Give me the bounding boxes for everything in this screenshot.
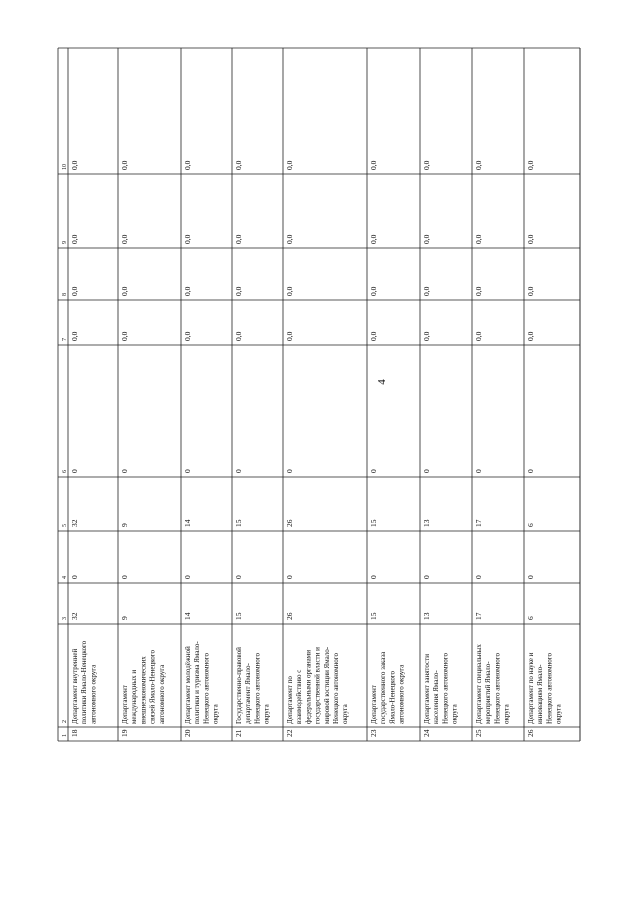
value-cell-c6: 0 [183, 469, 192, 473]
value-cell-c5: 15 [369, 519, 378, 527]
value-cell-c7: 0,0 [70, 331, 79, 341]
department-name: Ненецкого автономного [545, 653, 554, 724]
department-name: Ямало-Ненецкого [388, 670, 397, 724]
header-cell: 6 [62, 470, 68, 473]
value-cell-c5: 9 [120, 523, 129, 527]
value-cell-c9: 0,0 [422, 234, 431, 244]
header-cell: 8 [62, 293, 68, 296]
value-cell-c8: 0,0 [285, 286, 294, 296]
department-name: Департамент [121, 685, 129, 724]
department-name: Департамент по [286, 676, 294, 724]
department-name: Ненецкого автономного [441, 653, 450, 724]
row-number: 18 [70, 729, 79, 737]
value-cell-c10: 0,0 [285, 160, 294, 170]
value-cell-c8: 0,0 [369, 286, 378, 296]
value-cell-c9: 0,0 [70, 234, 79, 244]
department-name: государственной власти и [313, 647, 322, 724]
department-name: взаимодействию с [295, 669, 304, 724]
value-cell-c4: 0 [285, 575, 294, 579]
department-name: Ненецкого автономного [493, 653, 502, 724]
value-cell-c4: 0 [234, 575, 243, 579]
value-cell-c10: 0,0 [70, 160, 79, 170]
department-name: внешнеэкономических [139, 656, 148, 724]
value-cell-c10: 0,0 [234, 160, 243, 170]
value-cell-c8: 0,0 [474, 286, 483, 296]
value-cell-c10: 0,0 [474, 160, 483, 170]
value-cell-c3: 17 [474, 612, 483, 620]
value-cell-c9: 0,0 [474, 234, 483, 244]
value-cell-c3: 32 [70, 612, 79, 620]
value-cell-c9: 0,0 [120, 234, 129, 244]
department-name: Ненецкого автономного [202, 653, 211, 724]
header-cell: 3 [62, 617, 68, 620]
department-name: Департамент занятости [423, 654, 431, 724]
value-cell-c7: 0,0 [369, 331, 378, 341]
department-name: политики и туризма Ямало- [193, 641, 202, 724]
department-name: Ненецкого автономного [253, 653, 262, 724]
value-cell-c4: 0 [183, 575, 192, 579]
value-cell-c9: 0,0 [526, 234, 535, 244]
header-cell: 9 [62, 241, 68, 244]
value-cell-c5: 13 [422, 519, 431, 527]
value-cell-c9: 0,0 [234, 234, 243, 244]
value-cell-c9: 0,0 [183, 234, 192, 244]
value-cell-c8: 0,0 [120, 286, 129, 296]
value-cell-c10: 0,0 [422, 160, 431, 170]
row-number: 23 [369, 729, 378, 737]
value-cell-c10: 0,0 [369, 160, 378, 170]
value-cell-c4: 0 [526, 575, 535, 579]
department-name: мероприятий Ямало- [484, 661, 493, 724]
value-cell-c3: 9 [120, 616, 129, 620]
department-name: Департамент молодёжной [184, 646, 192, 724]
department-name: инновациям Ямало- [536, 664, 545, 724]
header-cell: 1 [62, 734, 68, 737]
value-cell-c3: 14 [183, 612, 192, 620]
value-cell-c4: 0 [70, 575, 79, 579]
row-number: 22 [285, 729, 294, 737]
department-name: округа [450, 704, 459, 724]
page-number: 4 [376, 379, 388, 385]
row-number: 19 [120, 729, 129, 737]
value-cell-c4: 0 [369, 575, 378, 579]
department-name: Департамент внутренней [71, 648, 79, 724]
value-cell-c6: 0 [422, 469, 431, 473]
row-number: 24 [422, 729, 431, 737]
value-cell-c5: 32 [70, 519, 79, 527]
department-name: округа [341, 704, 350, 724]
department-name: округа [554, 704, 563, 724]
value-cell-c7: 0,0 [120, 331, 129, 341]
value-cell-c6: 0 [120, 469, 129, 473]
department-name: автономного округа [397, 664, 406, 724]
value-cell-c3: 15 [234, 612, 243, 620]
department-name: автономного округа [157, 664, 166, 724]
table-grid [58, 48, 580, 741]
value-cell-c5: 26 [285, 519, 294, 527]
value-cell-c3: 13 [422, 612, 431, 620]
department-name: округа [502, 704, 511, 724]
value-cell-c8: 0,0 [526, 286, 535, 296]
value-cell-c5: 17 [474, 519, 483, 527]
value-cell-c6: 0 [285, 469, 294, 473]
value-cell-c8: 0,0 [234, 286, 243, 296]
value-cell-c7: 0,0 [234, 331, 243, 341]
department-name: мировой юстиции Ямало- [322, 646, 331, 724]
department-name: связей Ямало-Ненецкого [148, 650, 157, 724]
department-name: Департамент по науке и [527, 652, 535, 724]
department-name: округа [211, 704, 220, 724]
row-number: 26 [526, 729, 535, 737]
row-number: 25 [474, 729, 483, 737]
value-cell-c5: 15 [234, 519, 243, 527]
department-name: округа [262, 704, 271, 724]
value-cell-c3: 6 [526, 616, 535, 620]
value-cell-c10: 0,0 [120, 160, 129, 170]
row-number: 21 [234, 729, 243, 737]
department-name: Ненецкого автономного [332, 653, 340, 724]
value-cell-c6: 0 [369, 469, 378, 473]
value-cell-c7: 0,0 [474, 331, 483, 341]
header-cell: 10 [62, 164, 68, 170]
value-cell-c10: 0,0 [183, 160, 192, 170]
value-cell-c6: 0 [234, 469, 243, 473]
value-cell-c10: 0,0 [526, 160, 535, 170]
department-name: департамент Ямало- [244, 663, 253, 724]
department-name: Департамент специальных [475, 644, 483, 724]
value-cell-c4: 0 [474, 575, 483, 579]
value-cell-c7: 0,0 [183, 331, 192, 341]
value-cell-c9: 0,0 [369, 234, 378, 244]
header-cell: 7 [62, 338, 68, 341]
department-name: политики Ямало-Ненецкого [80, 640, 89, 724]
value-cell-c9: 0,0 [285, 234, 294, 244]
department-name: Департамент [370, 685, 378, 724]
value-cell-c8: 0,0 [70, 286, 79, 296]
header-cell: 4 [62, 576, 68, 579]
department-name: населения Ямало- [432, 670, 441, 724]
value-cell-c7: 0,0 [422, 331, 431, 341]
value-cell-c6: 0 [526, 469, 535, 473]
value-cell-c7: 0,0 [526, 331, 535, 341]
department-name: международных и [130, 669, 139, 724]
department-name: федеральными органами [304, 650, 313, 724]
value-cell-c5: 14 [183, 519, 192, 527]
department-name: государственного заказа [379, 651, 388, 724]
table-cells [62, 160, 563, 737]
row-number: 20 [183, 729, 192, 737]
department-name: Государственно-правовой [235, 647, 243, 724]
value-cell-c7: 0,0 [285, 331, 294, 341]
value-cell-c8: 0,0 [183, 286, 192, 296]
value-cell-c5: 6 [526, 523, 535, 527]
value-cell-c4: 0 [120, 575, 129, 579]
value-cell-c8: 0,0 [422, 286, 431, 296]
header-cell: 5 [62, 524, 68, 527]
value-cell-c4: 0 [422, 575, 431, 579]
department-name: автономного округа [89, 664, 98, 724]
header-cell: 2 [62, 720, 68, 723]
value-cell-c3: 15 [369, 612, 378, 620]
value-cell-c6: 0 [70, 469, 79, 473]
value-cell-c6: 0 [474, 469, 483, 473]
value-cell-c3: 26 [285, 612, 294, 620]
